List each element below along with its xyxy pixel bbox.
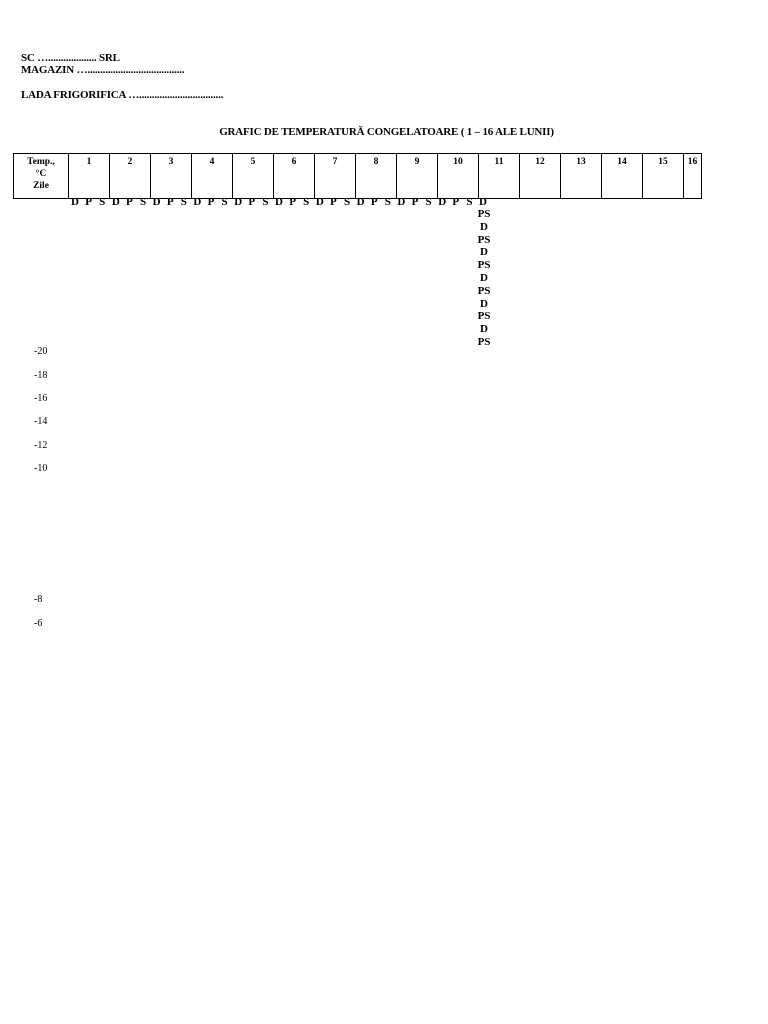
day-cell: 12	[520, 154, 561, 199]
dps-letter: P	[452, 196, 460, 208]
stack-item: D	[480, 323, 488, 336]
dps-letter: S	[425, 196, 432, 208]
day-cell: 13	[561, 154, 602, 199]
day-cell: 10	[438, 154, 479, 199]
day-cell: 1	[69, 154, 110, 199]
stack-item: PS	[477, 259, 491, 272]
day-cell: 2	[110, 154, 151, 199]
stack-item: D	[480, 220, 488, 233]
dps-letter: D	[275, 196, 283, 208]
temp-label: -6	[34, 618, 43, 629]
stack-item: D	[480, 246, 488, 259]
company-line: SC …................... SRL	[21, 52, 120, 64]
temp-label: -16	[34, 393, 48, 404]
stack-item: PS	[477, 335, 491, 348]
dps-letter: D	[193, 196, 202, 208]
dps-letter: P	[330, 196, 337, 208]
day-cell: 16	[684, 154, 702, 199]
dps-letter: S	[221, 196, 228, 208]
chart-title-text: GRAFIC DE TEMPERATURĂ CONGELATOARE ( 1 – 16 ALE LUNII)	[219, 126, 554, 138]
dps-letter: S	[466, 196, 473, 208]
dps-letter: P	[411, 196, 419, 208]
day-cell: 15	[643, 154, 684, 199]
day-cell: 3	[151, 154, 192, 199]
dps-letter: D	[315, 196, 324, 208]
dps-letter: P	[289, 196, 296, 208]
dps-letter: D	[479, 196, 487, 208]
dps-letter: D	[234, 196, 243, 208]
temp-label: -12	[34, 440, 48, 451]
stack-item: D	[480, 297, 488, 310]
dps-letter: P	[370, 196, 378, 208]
dps-letter: D	[152, 196, 161, 208]
freezer-line: LADA FRIGORIFICA ….................................	[21, 89, 224, 101]
temp-label: -14	[34, 416, 48, 427]
stack-item: PS	[477, 284, 491, 297]
dps-letter: D	[397, 196, 406, 208]
dps-letter: P	[248, 196, 256, 208]
dps-letter: P	[207, 196, 215, 208]
day-cell: 5	[233, 154, 274, 199]
day-cell: 8	[356, 154, 397, 199]
dps-letter: S	[343, 196, 351, 208]
days-row	[14, 154, 702, 199]
stack-item: PS	[477, 310, 491, 323]
temp-label: -8	[34, 594, 43, 605]
dps-letter: S	[99, 196, 106, 208]
dps-letter: D	[356, 196, 365, 208]
days-table	[13, 153, 702, 199]
temp-label: -10	[34, 463, 48, 474]
stack-item: PS	[477, 208, 491, 220]
day-cell: 9	[397, 154, 438, 199]
dps-letter: S	[180, 196, 187, 208]
day-cell: 4	[192, 154, 233, 199]
corner-days-label: Zile	[33, 181, 49, 191]
dps-letter: D	[71, 196, 79, 208]
temp-label: -20	[34, 346, 48, 357]
day-cell: 6	[274, 154, 315, 199]
stack-item: D	[480, 271, 488, 284]
stack-item: PS	[477, 233, 491, 246]
dps-letter: S	[139, 196, 147, 208]
dps-letter: S	[262, 196, 269, 208]
dps-letter: S	[303, 196, 310, 208]
dps-letter: P	[166, 196, 174, 208]
dps-letter: D	[438, 196, 447, 208]
day-cell: 14	[602, 154, 643, 199]
dps-letter: P	[126, 196, 133, 208]
dps-letter: D	[111, 196, 120, 208]
vertical-dps-stack	[476, 208, 492, 349]
store-line: MAGAZIN …......................................	[21, 64, 185, 76]
corner-temp-label: Temp.,	[27, 157, 55, 167]
temp-label: -18	[34, 370, 48, 381]
corner-unit-label: °C	[35, 169, 47, 179]
day-cell: 7	[315, 154, 356, 199]
chart-title	[0, 126, 768, 138]
dps-letter: S	[384, 196, 391, 208]
day-cell: 11	[479, 154, 520, 199]
dps-letter: P	[85, 196, 92, 208]
corner-cell	[14, 154, 69, 199]
